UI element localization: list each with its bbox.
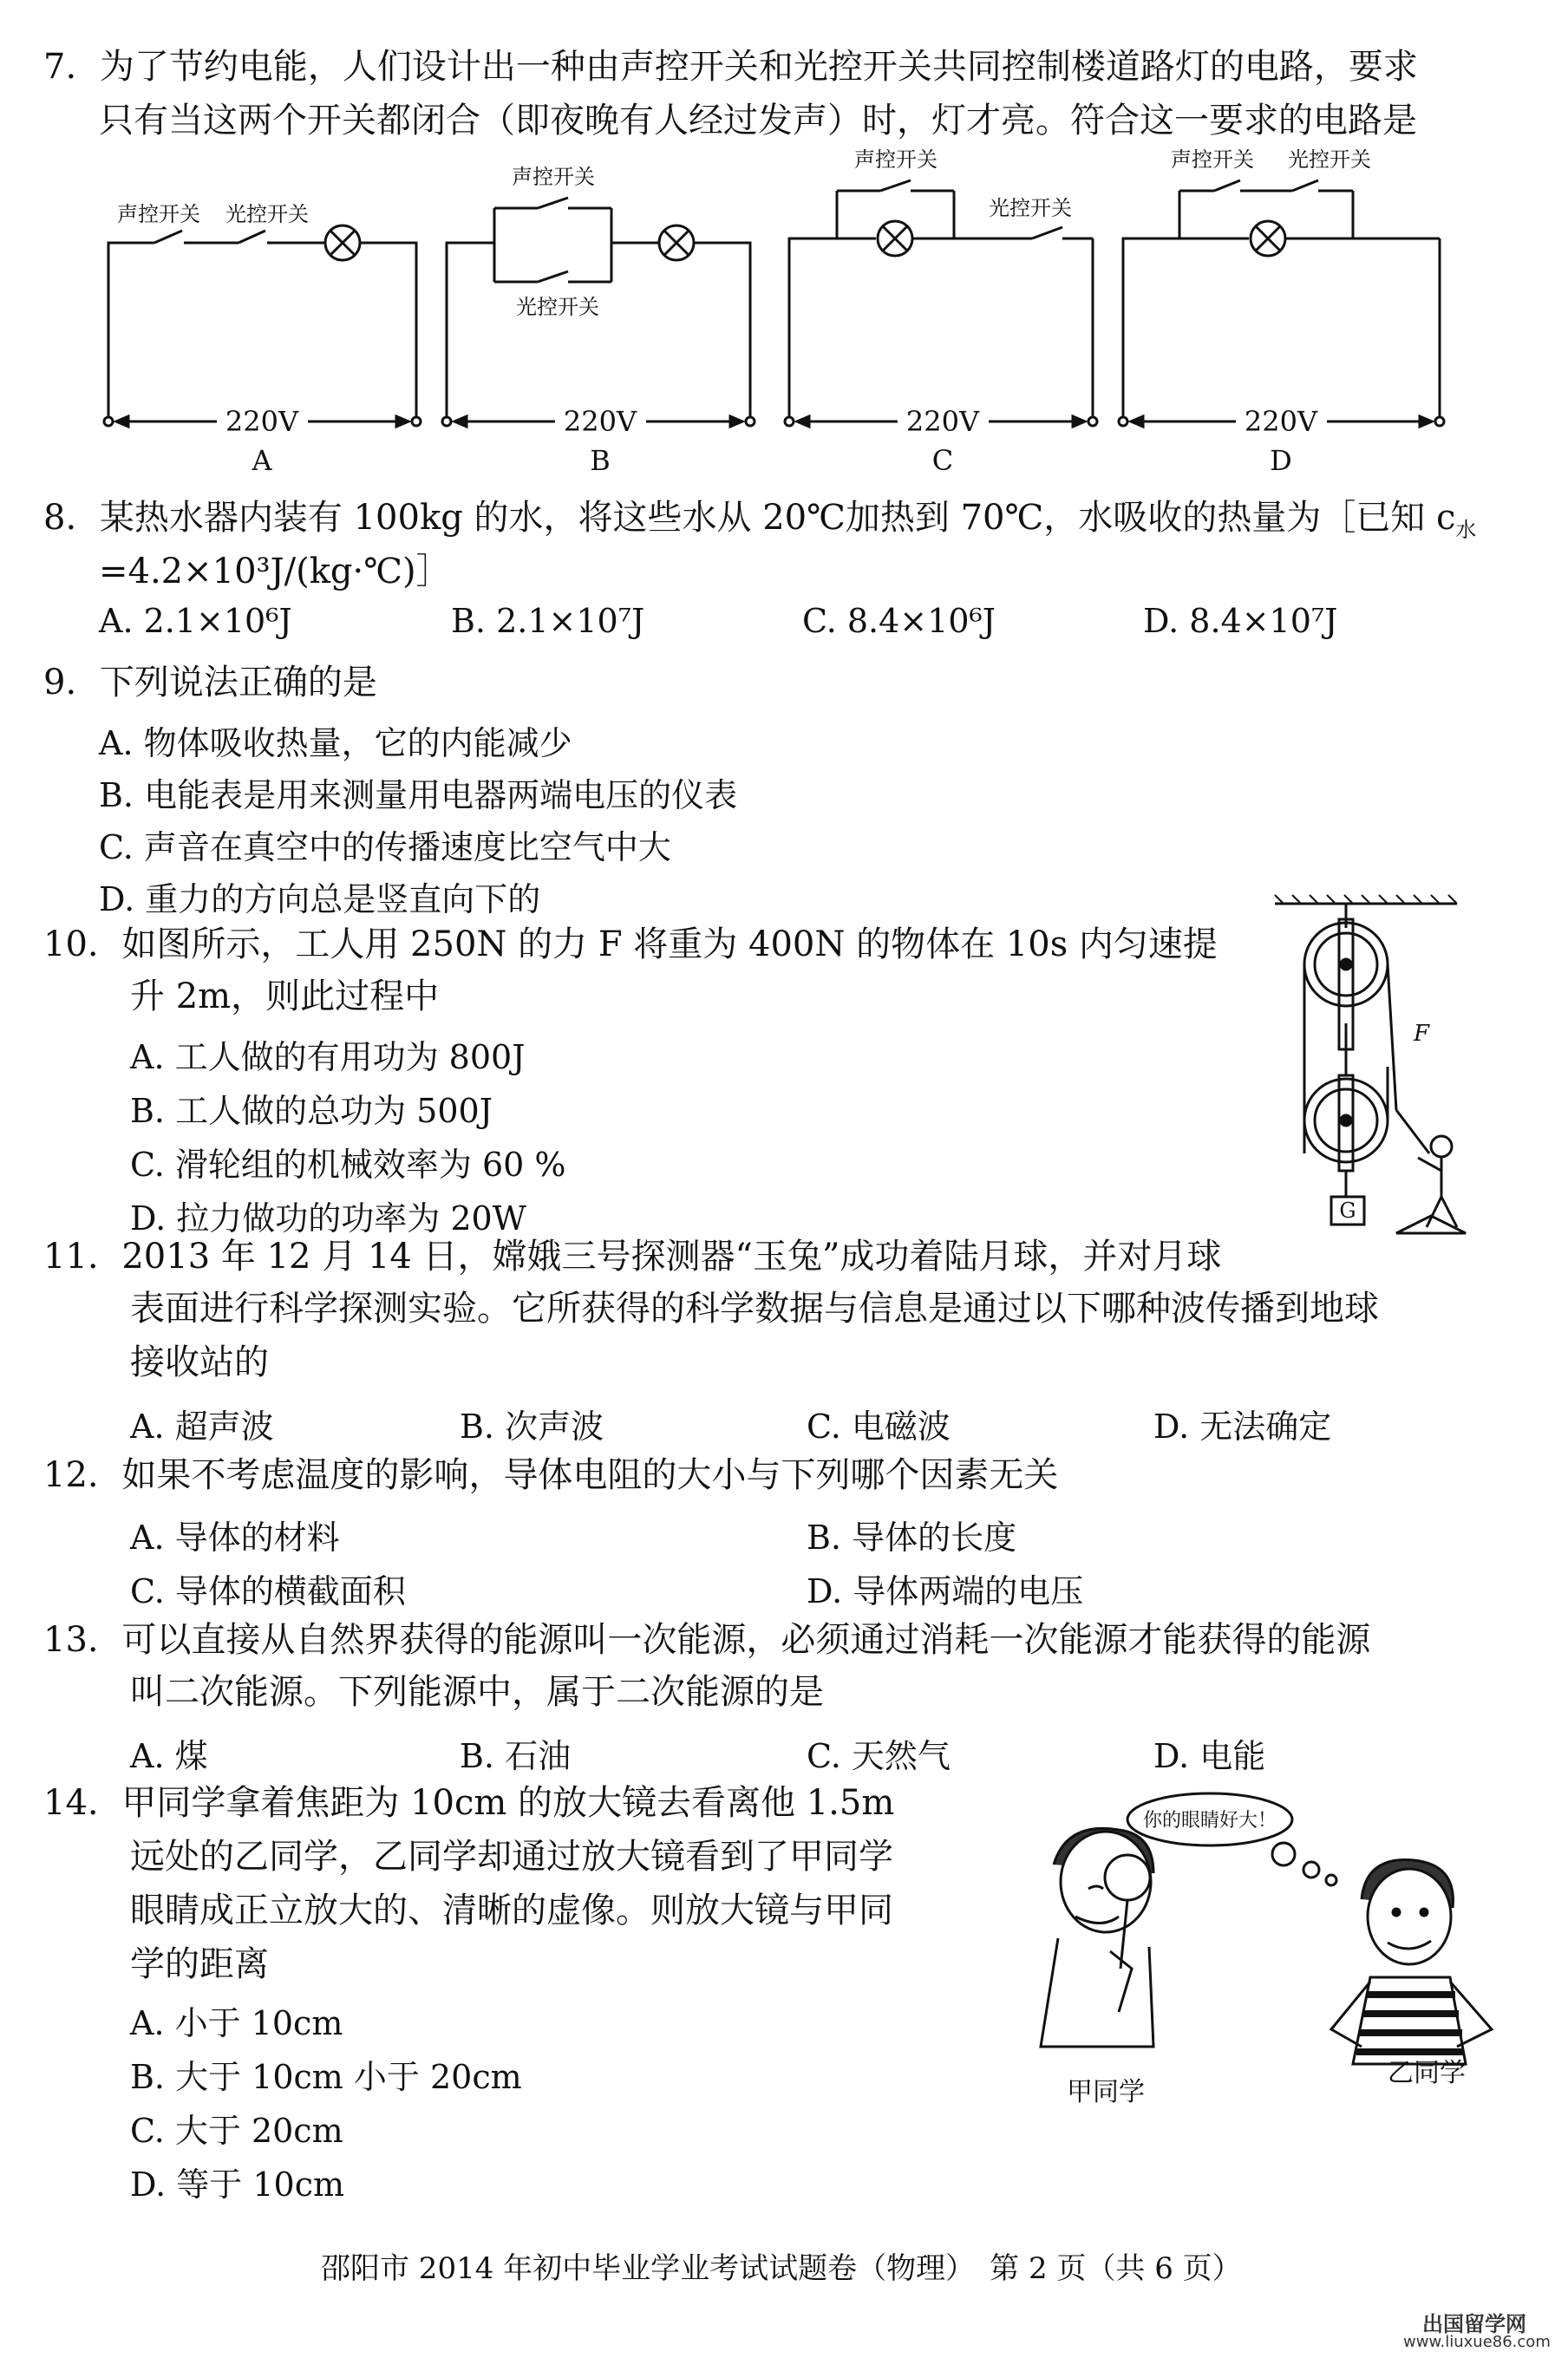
q8-line2: =4.2×10³J/(kg·℃)］ (99, 552, 451, 591)
q7-circuit-diagrams (87, 147, 1474, 477)
q10-option-d: D. 拉力做功的功率为 20W (130, 1199, 526, 1238)
q9-number: 9. (43, 663, 77, 702)
watermark-url: www.liuxue86.com (1403, 2333, 1551, 2351)
q13-option-c: C. 天然气 (807, 1737, 951, 1775)
q13-stem-1: 可以直接从自然界获得的能源叫一次能源，必须通过消耗一次能源才能获得的能源 (121, 1620, 1371, 1660)
q13-option-a: A. 煤 (130, 1737, 208, 1775)
q10-stem-1: 如图所示，工人用 250N 的力 F 将重为 400N 的物体在 10s 内匀速提 (121, 924, 1218, 964)
q8-option-a: A. 2.1×10⁶J (99, 602, 292, 640)
q11-line3: 接收站的 (130, 1342, 269, 1382)
q14-line1 (43, 1776, 894, 1830)
q14-line2: 远处的乙同学，乙同学却通过放大镜看到了甲同学 (130, 1837, 893, 1877)
q12-number: 12. (43, 1455, 99, 1495)
q11-number: 11. (43, 1237, 99, 1277)
q11-stem-1: 2013 年 12 月 14 日，嫦娥三号探测器“玉兔”成功着陆月球，并对月球 (121, 1237, 1222, 1277)
q10-option-a: A. 工人做的有用功为 800J (130, 1038, 526, 1076)
circuit-a-letter: A (252, 444, 272, 477)
circuit-d-sw2: 光控开关 (1288, 147, 1371, 172)
q14-stem-1: 甲同学拿着焦距为 10cm 的放大镜去看离他 1.5m (121, 1783, 895, 1823)
student-b-drawing (1331, 1860, 1492, 2064)
q13-option-d: D. 电能 (1153, 1737, 1266, 1775)
q13-number: 13. (43, 1620, 99, 1660)
circuit-c-letter: C (931, 444, 954, 477)
circuit-a-sw2: 光控开关 (225, 202, 309, 226)
student-a-drawing (1041, 1828, 1153, 2047)
watermark-cn: 出国留学网 (1422, 2312, 1526, 2336)
q13-line2: 叫二次能源。下列能源中，属于二次能源的是 (130, 1672, 824, 1712)
q7-stem-1: 为了节约电能，人们设计出一种由声控开关和光控开关共同控制楼道路灯的电路，要求 (99, 47, 1418, 87)
q14-option-a: A. 小于 10cm (130, 2004, 343, 2042)
q14-line4: 学的距离 (130, 1944, 269, 1984)
circuit-b-voltage: 220V (563, 405, 637, 438)
q11-option-a: A. 超声波 (130, 1408, 274, 1446)
circuit-c-sw1: 声控开关 (854, 147, 938, 172)
q14-option-c: C. 大于 20cm (130, 2112, 343, 2150)
q14-number: 14. (43, 1783, 99, 1823)
q11-option-d: D. 无法确定 (1153, 1408, 1332, 1446)
q9-option-c: C. 声音在真空中的传播速度比空气中大 (99, 828, 671, 866)
students-figure (1023, 1786, 1509, 2107)
q10-line1 (43, 918, 1218, 971)
q14-option-d: D. 等于 10cm (130, 2165, 345, 2204)
q11-line1 (43, 1230, 1221, 1284)
q8-option-d: D. 8.4×10⁷J (1143, 602, 1338, 640)
circuit-b-sw1: 声控开关 (512, 165, 595, 189)
q7-number: 7. (43, 47, 77, 87)
q8-number: 8. (43, 498, 77, 538)
pulley-force-label: F (1414, 1021, 1430, 1047)
q12-line1 (43, 1448, 1058, 1502)
q10-option-b: B. 工人做的总功为 500J (130, 1092, 493, 1130)
bubble-text: 你的眼睛好大！ (1142, 1810, 1277, 1832)
q9-option-b: B. 电能表是用来测量用电器两端电压的仪表 (99, 776, 738, 814)
circuit-c-voltage: 220V (905, 405, 980, 438)
q8-option-b: B. 2.1×10⁷J (451, 602, 645, 640)
q9-option-d: D. 重力的方向总是竖直向下的 (99, 880, 541, 918)
circuit-d-voltage: 220V (1244, 405, 1318, 438)
q13-option-b: B. 石油 (460, 1737, 572, 1775)
q8-c-subscript: 水 (1455, 518, 1477, 542)
q13-line1 (43, 1613, 1370, 1667)
q10-line2: 升 2m，则此过程中 (130, 977, 440, 1016)
circuit-c-sw2: 光控开关 (989, 196, 1072, 220)
q9-line1 (43, 656, 377, 709)
q10-number: 10. (43, 924, 99, 964)
student-a-label: 甲同学 (1067, 2077, 1145, 2107)
q8-stem-1: 某热水器内装有 100kg 的水，将这些水从 20℃加热到 70℃，水吸收的热量为［已知 c (99, 498, 1456, 538)
q14-option-b: B. 大于 10cm 小于 20cm (130, 2058, 522, 2096)
q11-option-c: C. 电磁波 (807, 1408, 951, 1446)
q12-option-a: A. 导体的材料 (130, 1519, 340, 1557)
q7-line1 (43, 40, 1418, 94)
pulley-figure (1266, 893, 1500, 1257)
q9-option-a: A. 物体吸收热量，它的内能减少 (99, 724, 572, 762)
q14-line3: 眼睛成正立放大的、清晰的虚像。则放大镜与甲同 (130, 1891, 893, 1930)
q12-option-d: D. 导体两端的电压 (807, 1572, 1084, 1610)
q10-option-c: C. 滑轮组的机械效率为 60 % (130, 1146, 566, 1184)
circuit-b-letter: B (590, 444, 611, 477)
q7-line2: 只有当这两个开关都闭合（即夜晚有人经过发声）时，灯才亮。符合这一要求的电路是 (99, 101, 1417, 140)
q11-line2: 表面进行科学探测实验。它所获得的科学数据与信息是通过以下哪种波传播到地球 (130, 1289, 1379, 1329)
q12-option-b: B. 导体的长度 (807, 1519, 1017, 1557)
circuit-a-sw1: 声控开关 (117, 202, 200, 226)
page-footer: 邵阳市 2014 年初中毕业学业考试试题卷（物理） 第 2 页（共 6 页） (321, 2251, 1242, 2286)
q8-option-c: C. 8.4×10⁶J (802, 602, 996, 640)
pulley-weight-label: G (1339, 1199, 1356, 1223)
circuit-a-voltage: 220V (225, 405, 299, 438)
circuit-d-sw1: 声控开关 (1171, 147, 1254, 172)
student-b-label: 乙同学 (1388, 2058, 1466, 2088)
q12-stem: 如果不考虑温度的影响，导体电阻的大小与下列哪个因素无关 (121, 1455, 1059, 1495)
q11-option-b: B. 次声波 (460, 1408, 604, 1446)
circuit-d-letter: D (1270, 444, 1292, 477)
circuit-a (104, 225, 421, 427)
circuit-b-sw2: 光控开关 (516, 295, 599, 319)
q9-stem: 下列说法正确的是 (99, 663, 377, 702)
circuit-d (1119, 180, 1444, 427)
q12-option-c: C. 导体的横截面积 (130, 1572, 406, 1610)
